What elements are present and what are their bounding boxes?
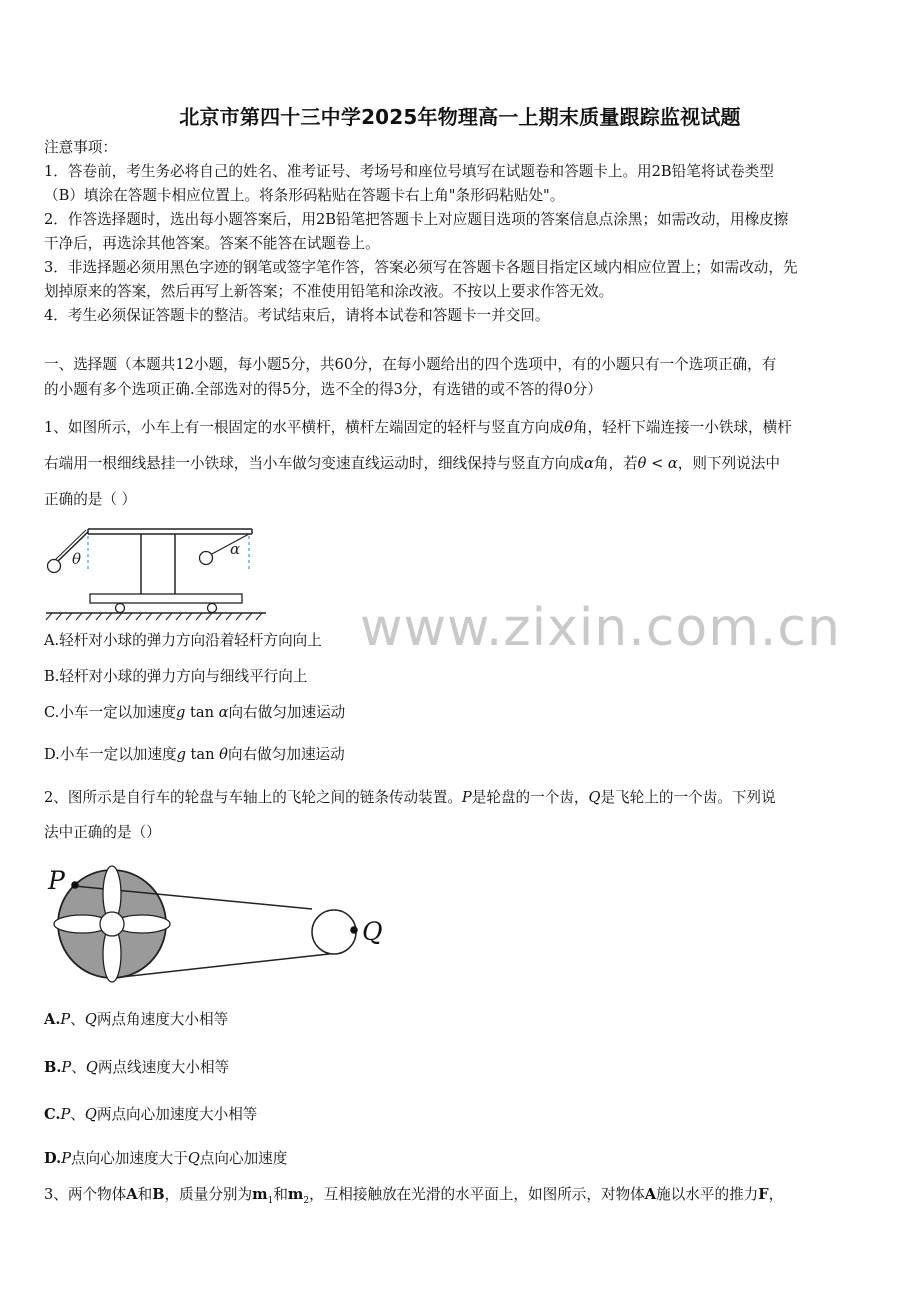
q1-option-c: C.小车一定以加速度g tan α向右做匀加速运动 [44,704,346,721]
notice-line: 3．非选择题必须用黑色字迹的钢笔或签字笔作答，答案必须写在答题卡各题目指定区域内相应位置上；如需改动，先 [44,259,798,276]
question-1-text: 正确的是（ ） [44,491,137,508]
notice-line: （B）填涂在答题卡相应位置上。将条形码粘贴在答题卡右上角"条形码粘贴处"。 [44,187,565,204]
question-1-text: 右端用一根细线悬挂一小铁球，当小车做匀变速直线运动时，细线保持与竖直方向成α角，若θ < α，则下列说法中 [44,455,780,472]
question-2-text: 法中正确的是（） [44,824,161,841]
q1-option-a: A.轻杆对小球的弹力方向沿着轻杆方向向上 [44,632,322,649]
theta-label: θ [72,550,82,568]
q2-option-d: D.P点向心加速度大于Q点向心加速度 [44,1150,288,1167]
q2-option-b: B.P、Q两点线速度大小相等 [44,1059,230,1076]
notice-line: 2．作答选择题时，选出每小题答案后，用2B铅笔把答题卡上对应题目选项的答案信息点涂黑；如需改动，用橡皮擦 [44,211,789,228]
section-heading: 的小题有多个选项正确.全部选对的得5分，选不全的得3分，有选错的或不答的得0分） [44,381,602,398]
q1-option-b: B.轻杆对小球的弹力方向与细线平行向上 [44,668,308,685]
q2-option-a: A.P、Q两点角速度大小相等 [44,1011,229,1028]
q-label: Q [362,917,383,946]
chain-drive-figure [44,862,394,988]
watermark: www.zixin.com.cn [360,598,841,658]
p-label: P [48,866,65,895]
notice-heading: 注意事项： [44,139,117,156]
notice-line: 1．答卷前，考生务必将自己的姓名、准考证号、考场号和座位号填写在试题卷和答题卡上。用2B铅笔将试卷类型 [44,163,774,180]
section-heading: 一、选择题（本题共12小题，每小题5分，共60分，在每小题给出的四个选项中，有的小题只有一个选项正确，有 [44,356,777,373]
question-3-text: 3、两个物体A和B，质量分别为$m_1$和$m_2$，互相接触放在光滑的水平面上，如图所示，对物体A施以水平的推力F， [44,1186,784,1206]
cart-figure [40,524,276,624]
question-2-text: 2、图所示是自行车的轮盘与车轴上的飞轮之间的链条传动装置。P是轮盘的一个齿，Q是飞轮上的一个齿。下列说 [44,789,776,806]
page-title: 北京市第四十三中学2025年物理高一上期末质量跟踪监视试题 [179,105,741,129]
q2-option-c: C.P、Q两点向心加速度大小相等 [44,1106,258,1123]
question-1-text: 1、如图所示，小车上有一根固定的水平横杆，横杆左端固定的轻杆与竖直方向成θ角，轻杆下端连接一小铁球，横杆 [44,419,792,436]
alpha-label: α [230,540,241,558]
notice-line: 4．考生必须保证答题卡的整洁。考试结束后，请将本试卷和答题卡一并交回。 [44,307,550,324]
notice-line: 划掉原来的答案，然后再写上新答案；不准使用铅笔和涂改液。不按以上要求作答无效。 [44,283,614,300]
q1-option-d: D.小车一定以加速度g tan θ向右做匀加速运动 [44,746,345,763]
notice-line: 干净后，再选涂其他答案。答案不能答在试题卷上。 [44,235,380,252]
